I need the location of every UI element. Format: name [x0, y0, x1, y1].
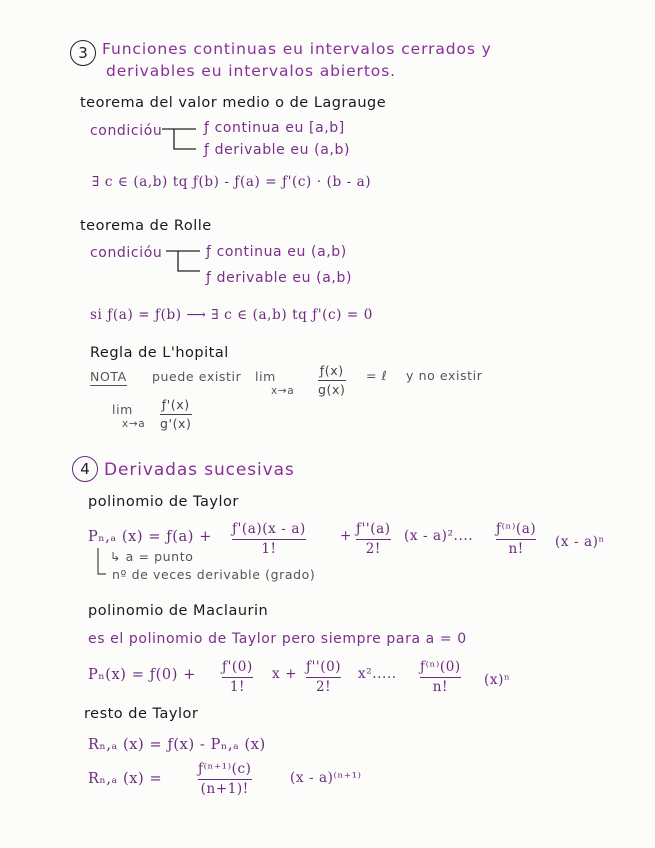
hopital-fraction-fprime-over-gprime — [160, 398, 192, 431]
rolle-condition-2: ƒ derivable eu (a,b) — [206, 270, 353, 286]
maclaurin-term-n-tail: (x)ⁿ — [484, 672, 511, 688]
taylor-heading: polinomio de Taylor — [88, 494, 239, 510]
hopital-text-no-existir: y no existir — [406, 368, 483, 383]
taylor-term-2 — [356, 522, 391, 557]
rolle-formula: si ƒ(a) = ƒ(b) ⟶ ∃ c ∈ (a,b) tq ƒ'(c) = 0 — [90, 307, 373, 323]
resto-heading: resto de Taylor — [84, 706, 199, 722]
resto-fraction-denominator: (n+1)! — [200, 780, 249, 797]
hopital-fraction-f-over-g — [318, 364, 346, 397]
taylor-notes-bracket — [94, 548, 108, 578]
resto-line-1: Rₙ,ₐ (x) = ƒ(x) - Pₙ,ₐ (x) — [88, 737, 266, 753]
rolle-condition-label: condicióu — [90, 245, 163, 261]
hopital-lim-1: lim — [255, 369, 276, 384]
maclaurin-term-2-numerator: ƒ''(0) — [306, 659, 342, 675]
taylor-term-n — [496, 522, 536, 557]
maclaurin-lhs: Pₙ(x) = ƒ(0) + — [88, 667, 196, 683]
hopital-fraction-2-bar — [160, 414, 192, 415]
section-4-title: Derivadas sucesivas — [104, 460, 295, 480]
rolle-condition-1: ƒ continua eu (a,b) — [206, 244, 347, 260]
taylor-term-2-tail: (x - a)².... — [404, 528, 474, 544]
taylor-term-2-bar — [356, 539, 391, 540]
hopital-lim-1-subscript: x→a — [271, 385, 295, 397]
taylor-term-1 — [232, 522, 306, 557]
lagrange-condition-brace — [160, 121, 200, 157]
maclaurin-term-2 — [306, 660, 341, 695]
maclaurin-term-1 — [222, 660, 253, 695]
hopital-text-puede-existir: puede existir — [152, 369, 242, 384]
hopital-fraction-2-denominator: g'(x) — [160, 415, 192, 431]
taylor-note-punto: ↳ a = punto — [110, 549, 194, 564]
hopital-fraction-1-bar — [318, 380, 346, 381]
hopital-heading: Regla de L'hopital — [90, 345, 229, 361]
lagrange-condition-2: ƒ derivable eu (a,b) — [204, 142, 351, 158]
maclaurin-term-1-numerator: ƒ'(0) — [222, 659, 253, 675]
section-3-title-line1: Funciones continuas eu intervalos cerrados y — [102, 40, 492, 58]
maclaurin-term-n — [420, 660, 461, 695]
hopital-lim-2: lim — [112, 402, 133, 417]
taylor-term-n-denominator: n! — [508, 540, 524, 557]
maclaurin-term-n-bar — [420, 677, 461, 678]
maclaurin-term-n-denominator: n! — [432, 678, 449, 695]
resto-fraction-bar — [198, 779, 252, 780]
hopital-fraction-1-numerator: ƒ(x) — [319, 363, 344, 378]
taylor-term-2-denominator: 2! — [365, 540, 381, 557]
maclaurin-description: es el polinomio de Taylor pero siempre para a = 0 — [88, 631, 467, 647]
rolle-condition-brace — [164, 243, 204, 279]
maclaurin-term-2-tail: x²..... — [358, 666, 397, 682]
taylor-term-1-bar — [232, 539, 306, 540]
taylor-lhs: Pₙ,ₐ (x) = ƒ(a) + — [88, 529, 212, 545]
taylor-plus: + — [340, 528, 352, 544]
taylor-term-n-bar — [496, 539, 536, 540]
section-4-number: 4 — [80, 460, 90, 478]
taylor-note-grado: nº de veces derivable (grado) — [112, 567, 316, 582]
taylor-term-n-tail: (x - a)ⁿ — [555, 534, 605, 550]
lagrange-condition-label: condicióu — [90, 123, 163, 139]
hopital-nota-label: NOTA — [90, 369, 127, 384]
lagrange-condition-1: ƒ continua eu [a,b] — [204, 120, 345, 136]
lagrange-heading: teorema del valor medio o de Lagrauge — [80, 95, 387, 111]
maclaurin-term-2-denominator: 2! — [315, 678, 332, 695]
resto-fraction — [198, 762, 252, 797]
taylor-term-n-numerator: ƒ⁽ⁿ⁾(a) — [496, 521, 537, 537]
taylor-term-1-numerator: ƒ'(a)(x - a) — [232, 521, 306, 537]
section-4-number-circle — [72, 456, 98, 482]
section-3-number: 3 — [78, 44, 88, 62]
section-3-number-circle — [70, 40, 96, 66]
rolle-heading: teorema de Rolle — [80, 218, 212, 234]
resto-fraction-numerator: ƒ⁽ⁿ⁺¹⁾(c) — [198, 761, 252, 777]
maclaurin-term-1-denominator: 1! — [229, 678, 246, 695]
hopital-lim-2-subscript: x→a — [122, 418, 146, 430]
maclaurin-heading: polinomio de Maclaurin — [88, 603, 269, 619]
maclaurin-term-n-numerator: ƒ⁽ⁿ⁾(0) — [420, 659, 461, 675]
maclaurin-term-1-tail: x + — [272, 666, 298, 682]
taylor-term-1-denominator: 1! — [261, 540, 277, 557]
hopital-fraction-1-denominator: g(x) — [318, 381, 346, 397]
hopital-equals-l: = ℓ — [366, 368, 388, 383]
resto-line-2-lhs: Rₙ,ₐ (x) = — [88, 771, 163, 787]
maclaurin-term-2-bar — [306, 677, 341, 678]
taylor-term-2-numerator: ƒ''(a) — [356, 521, 391, 537]
section-3-title-line2: derivables eu intervalos abiertos. — [106, 62, 396, 80]
lagrange-formula: ∃ c ∈ (a,b) tq ƒ(b) - ƒ(a) = ƒ'(c) · (b - a) — [92, 174, 372, 190]
resto-line-2-tail: (x - a)⁽ⁿ⁺¹⁾ — [290, 770, 362, 786]
maclaurin-term-1-bar — [222, 677, 253, 678]
hopital-fraction-2-numerator: ƒ'(x) — [161, 397, 190, 412]
